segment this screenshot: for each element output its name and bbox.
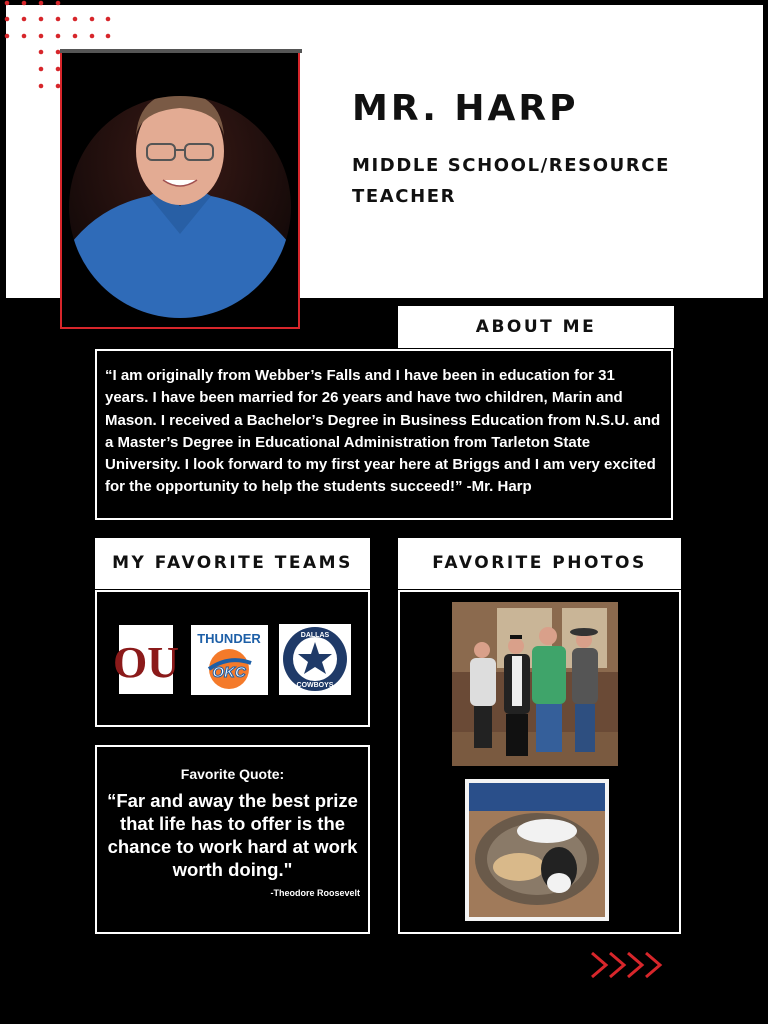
favorite-photos-heading: FAVORITE PHOTOS	[398, 538, 681, 589]
quote-title: Favorite Quote:	[180, 766, 285, 782]
favorite-teams-box	[95, 590, 370, 727]
family-photo	[452, 602, 618, 766]
teacher-name: MR. HARP	[352, 88, 579, 129]
quote-text: “Far and away the best prize that life has to offer is the chance to work hard at work worth doing."	[107, 790, 358, 880]
portrait-photo	[69, 56, 291, 318]
quote-author: -Theodore Roosevelt	[270, 888, 360, 898]
teacher-role: MIDDLE SCHOOL/RESOURCE TEACHER	[352, 155, 671, 207]
cowboys-logo-bottom-text: COWBOYS	[296, 682, 334, 689]
about-me-heading: ABOUT ME	[398, 306, 674, 348]
thunder-logo	[191, 625, 268, 695]
favorite-teams-heading: MY FAVORITE TEAMS	[95, 538, 370, 589]
thunder-logo-sub: OKC	[212, 664, 246, 681]
cowboys-logo-top-text: DALLAS	[300, 632, 330, 639]
favorite-photos-box	[398, 590, 681, 934]
thunder-logo-text: THUNDER	[197, 631, 261, 646]
ou-logo-text: OU	[113, 638, 179, 687]
favorite-quote-box	[95, 745, 370, 934]
ou-logo	[113, 625, 179, 694]
chevron-arrows-icon	[590, 950, 674, 980]
cowboys-logo	[279, 624, 351, 695]
about-me-text: “I am originally from Webber’s Falls and I have been in education for 31 years. I have been married for 26 years and have two children, Marin and Mason. I received a Bachelor’s Degree in Business Education from N.S.U. and a Master’s Degree in Educational Administration from Tarleton State University. I look forward to my first year here at Briggs and I am very excited for the opportunity to help the students succeed!” -Mr. Harp	[95, 349, 673, 520]
dogs-photo	[465, 779, 609, 921]
